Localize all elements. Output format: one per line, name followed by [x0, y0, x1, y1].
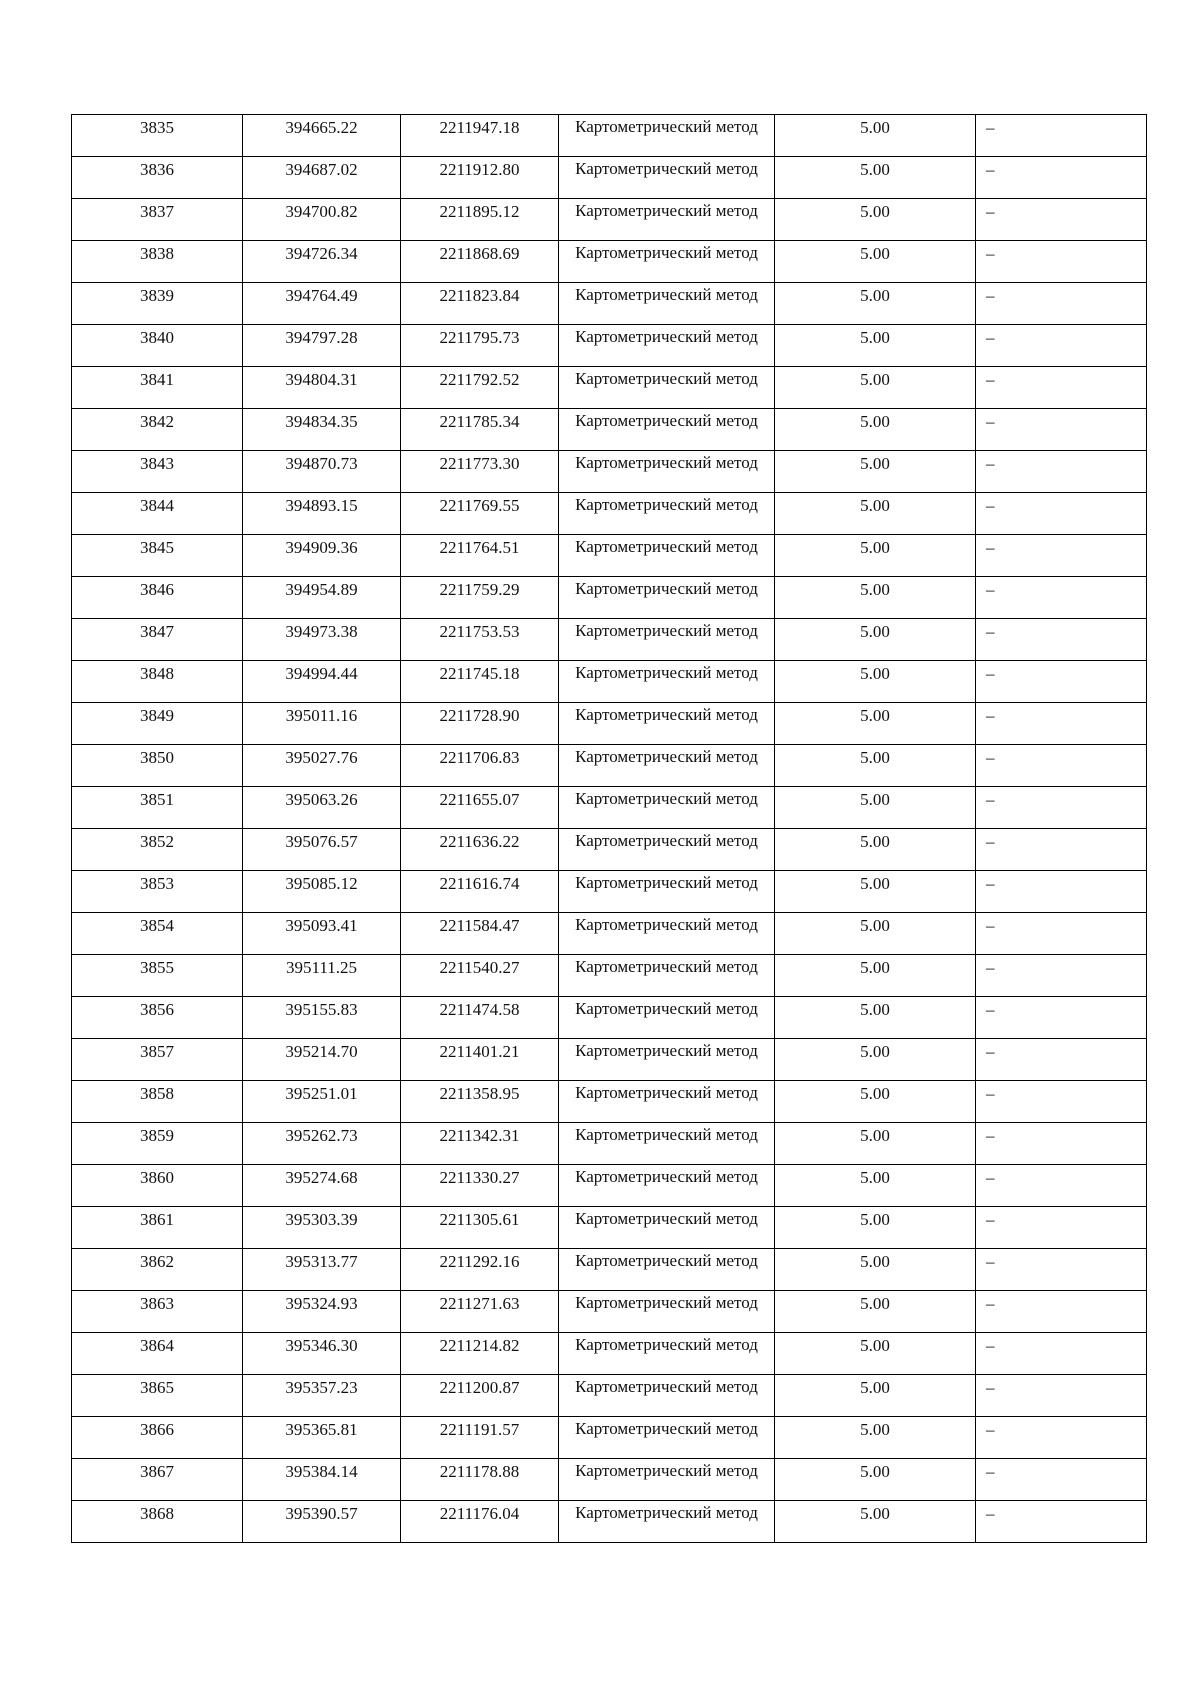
- accuracy-cell: 5.00: [775, 703, 976, 745]
- note-cell: –: [976, 367, 1147, 409]
- point-number-cell: 3868: [72, 1501, 243, 1543]
- method-cell: Картометрический метод: [559, 661, 775, 703]
- table-row: [72, 535, 1147, 577]
- point-number-cell: 3847: [72, 619, 243, 661]
- x-coordinate-cell: 395251.01: [243, 1081, 401, 1123]
- accuracy-cell: 5.00: [775, 1123, 976, 1165]
- note-cell: –: [976, 1165, 1147, 1207]
- accuracy-cell: 5.00: [775, 1081, 976, 1123]
- method-cell: Картометрический метод: [559, 745, 775, 787]
- note-cell: –: [976, 241, 1147, 283]
- accuracy-cell: 5.00: [775, 1165, 976, 1207]
- y-coordinate-cell: 2211895.12: [401, 199, 559, 241]
- method-cell: Картометрический метод: [559, 1207, 775, 1249]
- table-row: [72, 325, 1147, 367]
- point-number-cell: 3851: [72, 787, 243, 829]
- accuracy-cell: 5.00: [775, 829, 976, 871]
- method-cell: Картометрический метод: [559, 115, 775, 157]
- table-row: [72, 1501, 1147, 1543]
- accuracy-cell: 5.00: [775, 451, 976, 493]
- table-row: [72, 241, 1147, 283]
- method-cell: Картометрический метод: [559, 619, 775, 661]
- note-cell: –: [976, 1123, 1147, 1165]
- y-coordinate-cell: 2211912.80: [401, 157, 559, 199]
- point-number-cell: 3864: [72, 1333, 243, 1375]
- method-cell: Картометрический метод: [559, 871, 775, 913]
- method-cell: Картометрический метод: [559, 1375, 775, 1417]
- accuracy-cell: 5.00: [775, 283, 976, 325]
- accuracy-cell: 5.00: [775, 1459, 976, 1501]
- note-cell: –: [976, 157, 1147, 199]
- x-coordinate-cell: 395093.41: [243, 913, 401, 955]
- method-cell: Картометрический метод: [559, 1123, 775, 1165]
- note-cell: –: [976, 283, 1147, 325]
- coordinates-table: [71, 114, 1147, 1543]
- method-cell: Картометрический метод: [559, 325, 775, 367]
- accuracy-cell: 5.00: [775, 367, 976, 409]
- accuracy-cell: 5.00: [775, 745, 976, 787]
- table-row: [72, 745, 1147, 787]
- accuracy-cell: 5.00: [775, 787, 976, 829]
- accuracy-cell: 5.00: [775, 1417, 976, 1459]
- y-coordinate-cell: 2211753.53: [401, 619, 559, 661]
- method-cell: Картометрический метод: [559, 283, 775, 325]
- accuracy-cell: 5.00: [775, 1291, 976, 1333]
- accuracy-cell: 5.00: [775, 577, 976, 619]
- point-number-cell: 3863: [72, 1291, 243, 1333]
- y-coordinate-cell: 2211358.95: [401, 1081, 559, 1123]
- method-cell: Картометрический метод: [559, 199, 775, 241]
- point-number-cell: 3855: [72, 955, 243, 997]
- point-number-cell: 3861: [72, 1207, 243, 1249]
- method-cell: Картометрический метод: [559, 1039, 775, 1081]
- note-cell: –: [976, 619, 1147, 661]
- y-coordinate-cell: 2211584.47: [401, 913, 559, 955]
- y-coordinate-cell: 2211706.83: [401, 745, 559, 787]
- accuracy-cell: 5.00: [775, 661, 976, 703]
- table-row: [72, 661, 1147, 703]
- table-row: [72, 1333, 1147, 1375]
- y-coordinate-cell: 2211728.90: [401, 703, 559, 745]
- y-coordinate-cell: 2211176.04: [401, 1501, 559, 1543]
- note-cell: –: [976, 1417, 1147, 1459]
- accuracy-cell: 5.00: [775, 955, 976, 997]
- y-coordinate-cell: 2211178.88: [401, 1459, 559, 1501]
- note-cell: –: [976, 703, 1147, 745]
- table-row: [72, 157, 1147, 199]
- accuracy-cell: 5.00: [775, 1207, 976, 1249]
- point-number-cell: 3865: [72, 1375, 243, 1417]
- table-row: [72, 1375, 1147, 1417]
- y-coordinate-cell: 2211868.69: [401, 241, 559, 283]
- y-coordinate-cell: 2211759.29: [401, 577, 559, 619]
- point-number-cell: 3836: [72, 157, 243, 199]
- table-row: [72, 913, 1147, 955]
- note-cell: –: [976, 661, 1147, 703]
- note-cell: –: [976, 1333, 1147, 1375]
- table-row: [72, 1123, 1147, 1165]
- accuracy-cell: 5.00: [775, 619, 976, 661]
- accuracy-cell: 5.00: [775, 493, 976, 535]
- point-number-cell: 3852: [72, 829, 243, 871]
- point-number-cell: 3846: [72, 577, 243, 619]
- point-number-cell: 3840: [72, 325, 243, 367]
- x-coordinate-cell: 395076.57: [243, 829, 401, 871]
- method-cell: Картометрический метод: [559, 451, 775, 493]
- note-cell: –: [976, 1375, 1147, 1417]
- note-cell: –: [976, 199, 1147, 241]
- method-cell: Картометрический метод: [559, 829, 775, 871]
- accuracy-cell: 5.00: [775, 535, 976, 577]
- table-row: [72, 409, 1147, 451]
- point-number-cell: 3842: [72, 409, 243, 451]
- point-number-cell: 3856: [72, 997, 243, 1039]
- method-cell: Картометрический метод: [559, 955, 775, 997]
- accuracy-cell: 5.00: [775, 409, 976, 451]
- accuracy-cell: 5.00: [775, 115, 976, 157]
- note-cell: –: [976, 115, 1147, 157]
- x-coordinate-cell: 395357.23: [243, 1375, 401, 1417]
- x-coordinate-cell: 394834.35: [243, 409, 401, 451]
- x-coordinate-cell: 394804.31: [243, 367, 401, 409]
- accuracy-cell: 5.00: [775, 241, 976, 283]
- note-cell: –: [976, 325, 1147, 367]
- method-cell: Картометрический метод: [559, 787, 775, 829]
- x-coordinate-cell: 394973.38: [243, 619, 401, 661]
- x-coordinate-cell: 395274.68: [243, 1165, 401, 1207]
- accuracy-cell: 5.00: [775, 1039, 976, 1081]
- table-row: [72, 577, 1147, 619]
- method-cell: Картометрический метод: [559, 1459, 775, 1501]
- point-number-cell: 3838: [72, 241, 243, 283]
- accuracy-cell: 5.00: [775, 157, 976, 199]
- y-coordinate-cell: 2211636.22: [401, 829, 559, 871]
- point-number-cell: 3860: [72, 1165, 243, 1207]
- x-coordinate-cell: 394700.82: [243, 199, 401, 241]
- method-cell: Картометрический метод: [559, 1291, 775, 1333]
- x-coordinate-cell: 395027.76: [243, 745, 401, 787]
- x-coordinate-cell: 395085.12: [243, 871, 401, 913]
- point-number-cell: 3853: [72, 871, 243, 913]
- x-coordinate-cell: 394893.15: [243, 493, 401, 535]
- method-cell: Картометрический метод: [559, 577, 775, 619]
- table-row: [72, 1291, 1147, 1333]
- x-coordinate-cell: 395365.81: [243, 1417, 401, 1459]
- note-cell: –: [976, 451, 1147, 493]
- point-number-cell: 3844: [72, 493, 243, 535]
- method-cell: Картометрический метод: [559, 241, 775, 283]
- method-cell: Картометрический метод: [559, 1417, 775, 1459]
- table-row: [72, 493, 1147, 535]
- y-coordinate-cell: 2211792.52: [401, 367, 559, 409]
- note-cell: –: [976, 1501, 1147, 1543]
- note-cell: –: [976, 871, 1147, 913]
- x-coordinate-cell: 395346.30: [243, 1333, 401, 1375]
- point-number-cell: 3837: [72, 199, 243, 241]
- note-cell: –: [976, 829, 1147, 871]
- note-cell: –: [976, 577, 1147, 619]
- y-coordinate-cell: 2211773.30: [401, 451, 559, 493]
- y-coordinate-cell: 2211474.58: [401, 997, 559, 1039]
- accuracy-cell: 5.00: [775, 997, 976, 1039]
- point-number-cell: 3862: [72, 1249, 243, 1291]
- accuracy-cell: 5.00: [775, 1333, 976, 1375]
- x-coordinate-cell: 394687.02: [243, 157, 401, 199]
- method-cell: Картометрический метод: [559, 367, 775, 409]
- method-cell: Картометрический метод: [559, 913, 775, 955]
- y-coordinate-cell: 2211795.73: [401, 325, 559, 367]
- table-row: [72, 871, 1147, 913]
- x-coordinate-cell: 394954.89: [243, 577, 401, 619]
- x-coordinate-cell: 395011.16: [243, 703, 401, 745]
- x-coordinate-cell: 394909.36: [243, 535, 401, 577]
- y-coordinate-cell: 2211214.82: [401, 1333, 559, 1375]
- method-cell: Картометрический метод: [559, 493, 775, 535]
- y-coordinate-cell: 2211191.57: [401, 1417, 559, 1459]
- x-coordinate-cell: 395214.70: [243, 1039, 401, 1081]
- point-number-cell: 3839: [72, 283, 243, 325]
- method-cell: Картометрический метод: [559, 703, 775, 745]
- accuracy-cell: 5.00: [775, 325, 976, 367]
- y-coordinate-cell: 2211271.63: [401, 1291, 559, 1333]
- coordinates-table-body: [72, 115, 1147, 1543]
- point-number-cell: 3854: [72, 913, 243, 955]
- table-row: [72, 703, 1147, 745]
- accuracy-cell: 5.00: [775, 199, 976, 241]
- table-row: [72, 451, 1147, 493]
- x-coordinate-cell: 394764.49: [243, 283, 401, 325]
- table-row: [72, 1081, 1147, 1123]
- x-coordinate-cell: 395155.83: [243, 997, 401, 1039]
- table-row: [72, 619, 1147, 661]
- method-cell: Картометрический метод: [559, 1081, 775, 1123]
- point-number-cell: 3859: [72, 1123, 243, 1165]
- table-row: [72, 199, 1147, 241]
- y-coordinate-cell: 2211655.07: [401, 787, 559, 829]
- accuracy-cell: 5.00: [775, 913, 976, 955]
- point-number-cell: 3849: [72, 703, 243, 745]
- y-coordinate-cell: 2211769.55: [401, 493, 559, 535]
- table-row: [72, 1207, 1147, 1249]
- table-row: [72, 1249, 1147, 1291]
- table-row: [72, 829, 1147, 871]
- point-number-cell: 3850: [72, 745, 243, 787]
- note-cell: –: [976, 1249, 1147, 1291]
- accuracy-cell: 5.00: [775, 1375, 976, 1417]
- note-cell: –: [976, 955, 1147, 997]
- note-cell: –: [976, 1207, 1147, 1249]
- x-coordinate-cell: 394665.22: [243, 115, 401, 157]
- x-coordinate-cell: 395111.25: [243, 955, 401, 997]
- table-row: [72, 367, 1147, 409]
- note-cell: –: [976, 745, 1147, 787]
- y-coordinate-cell: 2211947.18: [401, 115, 559, 157]
- method-cell: Картометрический метод: [559, 1333, 775, 1375]
- table-row: [72, 1039, 1147, 1081]
- table-row: [72, 787, 1147, 829]
- note-cell: –: [976, 787, 1147, 829]
- y-coordinate-cell: 2211342.31: [401, 1123, 559, 1165]
- y-coordinate-cell: 2211745.18: [401, 661, 559, 703]
- point-number-cell: 3848: [72, 661, 243, 703]
- note-cell: –: [976, 997, 1147, 1039]
- y-coordinate-cell: 2211292.16: [401, 1249, 559, 1291]
- method-cell: Картометрический метод: [559, 1165, 775, 1207]
- point-number-cell: 3835: [72, 115, 243, 157]
- table-row: [72, 955, 1147, 997]
- method-cell: Картометрический метод: [559, 157, 775, 199]
- y-coordinate-cell: 2211616.74: [401, 871, 559, 913]
- x-coordinate-cell: 394994.44: [243, 661, 401, 703]
- accuracy-cell: 5.00: [775, 1501, 976, 1543]
- x-coordinate-cell: 395390.57: [243, 1501, 401, 1543]
- y-coordinate-cell: 2211785.34: [401, 409, 559, 451]
- table-row: [72, 997, 1147, 1039]
- point-number-cell: 3857: [72, 1039, 243, 1081]
- y-coordinate-cell: 2211823.84: [401, 283, 559, 325]
- x-coordinate-cell: 394726.34: [243, 241, 401, 283]
- table-row: [72, 1417, 1147, 1459]
- table-row: [72, 1459, 1147, 1501]
- note-cell: –: [976, 1039, 1147, 1081]
- point-number-cell: 3867: [72, 1459, 243, 1501]
- note-cell: –: [976, 535, 1147, 577]
- table-row: [72, 283, 1147, 325]
- point-number-cell: 3841: [72, 367, 243, 409]
- point-number-cell: 3866: [72, 1417, 243, 1459]
- method-cell: Картометрический метод: [559, 1501, 775, 1543]
- method-cell: Картометрический метод: [559, 1249, 775, 1291]
- note-cell: –: [976, 1291, 1147, 1333]
- method-cell: Картометрический метод: [559, 997, 775, 1039]
- x-coordinate-cell: 395063.26: [243, 787, 401, 829]
- method-cell: Картометрический метод: [559, 409, 775, 451]
- x-coordinate-cell: 395262.73: [243, 1123, 401, 1165]
- x-coordinate-cell: 395324.93: [243, 1291, 401, 1333]
- note-cell: –: [976, 1081, 1147, 1123]
- x-coordinate-cell: 394797.28: [243, 325, 401, 367]
- y-coordinate-cell: 2211200.87: [401, 1375, 559, 1417]
- method-cell: Картометрический метод: [559, 535, 775, 577]
- y-coordinate-cell: 2211401.21: [401, 1039, 559, 1081]
- point-number-cell: 3843: [72, 451, 243, 493]
- note-cell: –: [976, 913, 1147, 955]
- note-cell: –: [976, 493, 1147, 535]
- x-coordinate-cell: 395384.14: [243, 1459, 401, 1501]
- table-row: [72, 115, 1147, 157]
- note-cell: –: [976, 409, 1147, 451]
- table-row: [72, 1165, 1147, 1207]
- x-coordinate-cell: 394870.73: [243, 451, 401, 493]
- y-coordinate-cell: 2211540.27: [401, 955, 559, 997]
- x-coordinate-cell: 395313.77: [243, 1249, 401, 1291]
- y-coordinate-cell: 2211330.27: [401, 1165, 559, 1207]
- accuracy-cell: 5.00: [775, 1249, 976, 1291]
- point-number-cell: 3858: [72, 1081, 243, 1123]
- point-number-cell: 3845: [72, 535, 243, 577]
- accuracy-cell: 5.00: [775, 871, 976, 913]
- x-coordinate-cell: 395303.39: [243, 1207, 401, 1249]
- y-coordinate-cell: 2211764.51: [401, 535, 559, 577]
- y-coordinate-cell: 2211305.61: [401, 1207, 559, 1249]
- note-cell: –: [976, 1459, 1147, 1501]
